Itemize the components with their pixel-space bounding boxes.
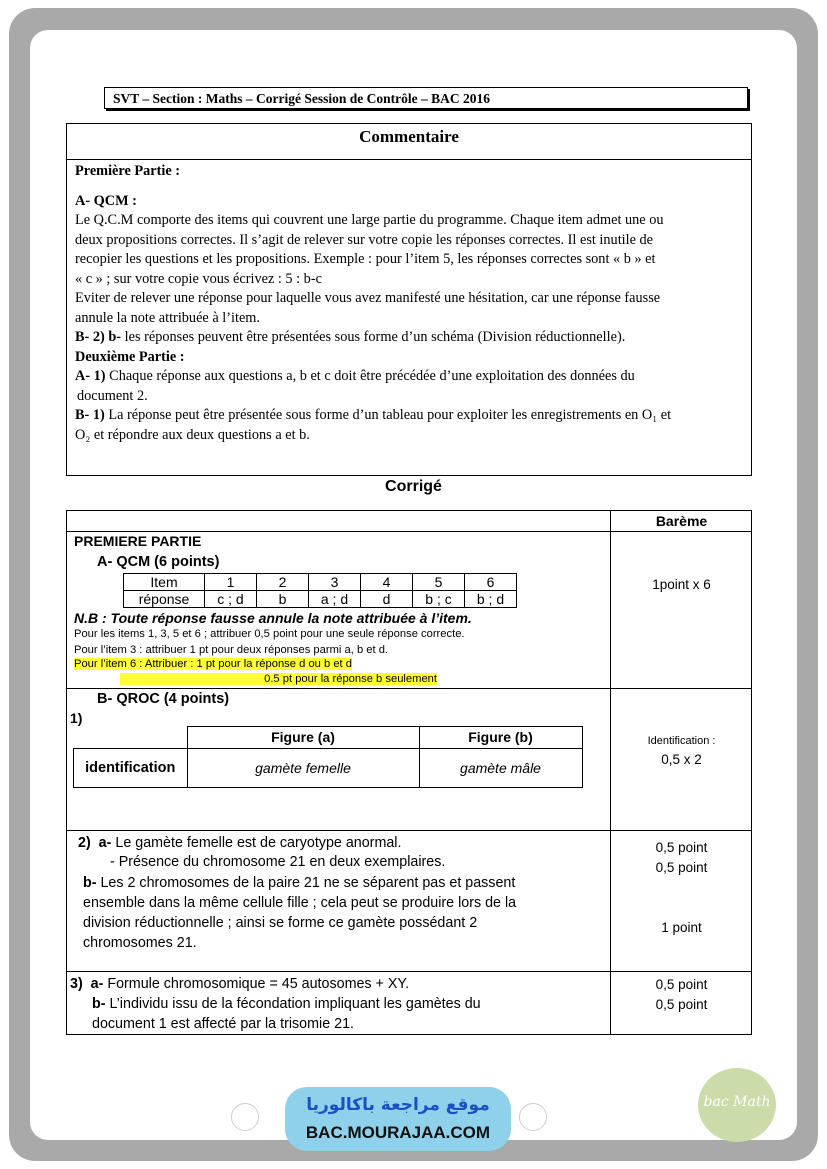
score-q2a-1: 0,5 point [655, 840, 708, 855]
qcm-text: « c » ; sur votre copie vous écrivez : 5 : b-c [75, 270, 322, 287]
scoring-note: Pour l’item 3 : attribuer 1 pt pour deux réponses parmi a, b et d. [74, 644, 389, 656]
question-2-number: 2) [78, 835, 91, 851]
score-identification: 0,5 x 2 [661, 752, 702, 767]
table-cell: 6 [465, 574, 517, 591]
qcm-text: Le Q.C.M comporte des items qui couvrent une large partie du programme. Chaque item admet une ou [75, 212, 664, 228]
question-3b [92, 996, 481, 1012]
row-divider [67, 971, 751, 972]
a1-comment [75, 367, 743, 387]
table-cell: b [257, 591, 309, 608]
table-row [124, 574, 517, 591]
b1-text: La réponse peut être présentée sous forme d’un tableau pour exploiter les enregistrements en O₁ et [104, 407, 672, 423]
question-2b-text: chromosomes 21. [83, 935, 197, 951]
table-cell: 1 [205, 574, 257, 591]
nb-note: N.B : Toute réponse fausse annule la note attribuée à l’item. [74, 610, 472, 626]
question-2b-label: b- [83, 875, 97, 891]
scoring-note-highlight: Pour l’item 6 : Attribuer : 1 pt pour la réponse d ou b et d [74, 658, 352, 670]
commentaire-title: Commentaire [67, 124, 751, 160]
figure-b-header: Figure (b) [419, 727, 582, 749]
table-cell: b ; c [413, 591, 465, 608]
qcm-text: Eviter de relever une réponse pour laquelle vous avez manifesté une hésitation, car une réponse fausse [75, 290, 661, 306]
site-badge-icon [231, 1103, 259, 1131]
b2-comment [75, 328, 743, 348]
question-3b-text: L’individu issu de la fécondation impliquant les gamètes du [105, 996, 481, 1012]
table-row [124, 591, 517, 608]
b1-label: B- 1) [75, 407, 105, 423]
commentaire-box [66, 123, 752, 476]
question-2a-label: a- [98, 835, 112, 851]
question-3a [70, 976, 409, 992]
table-row [74, 748, 583, 787]
question-1-number: 1) [70, 710, 83, 726]
table-cell: a ; d [309, 591, 361, 608]
bacmath-text: bac Math [703, 1094, 771, 1110]
site-arabic-name: موقع مراجعة باكالوريا [306, 1095, 490, 1115]
commentaire-body [67, 160, 751, 445]
b1-text-cont: O₂ et répondre aux deux questions a et b. [75, 426, 310, 443]
b2-text: les réponses peuvent être présentées sous forme d’un schéma (Division réductionnelle). [121, 329, 626, 345]
corrige-table [66, 510, 752, 1035]
deuxieme-partie-heading: Deuxième Partie : [75, 348, 185, 365]
question-2b-text: ensemble dans la même cellule fille ; cela peut se produire lors de la [83, 895, 517, 911]
row-divider [67, 531, 751, 532]
score-q3a: 0,5 point [655, 977, 708, 992]
bareme-header: Barème [655, 513, 708, 529]
b2-label: B- 2) b- [75, 329, 122, 345]
scoring-note: Pour les items 1, 3, 5 et 6 ; attribuer 0,5 point pour une seule réponse correcte. [74, 628, 465, 640]
score-q2b: 1 point [661, 920, 702, 935]
bacmath-logo [698, 1068, 776, 1142]
site-url: BAC.MOURAJAA.COM [305, 1123, 491, 1142]
site-badge-icon [519, 1103, 547, 1131]
scoring-note-highlight: 0.5 pt pour la réponse b seulement [120, 673, 437, 685]
figure-a-header: Figure (a) [187, 727, 419, 749]
premiere-partie-heading: Première Partie : [75, 163, 181, 179]
table-cell: 4 [361, 574, 413, 591]
qroc-title: B- QROC (4 points) [97, 691, 230, 707]
a1-text: Chaque réponse aux questions a, b et c doit être précédée d’une exploitation des données du [105, 368, 635, 384]
table-cell: d [361, 591, 413, 608]
question-3b-text: document 1 est affecté par la trisomie 21. [92, 1016, 354, 1032]
table-cell: Item [124, 574, 205, 591]
question-2b-text: Les 2 chromosomes de la paire 21 ne se séparent pas et passent [96, 875, 516, 891]
table-cell: 5 [413, 574, 465, 591]
table-cell: c ; d [205, 591, 257, 608]
qcm-text: deux propositions correctes. Il s’agit de relever sur votre copie les réponses correctes. Il est inutile de [75, 231, 654, 248]
identification-table [73, 726, 583, 788]
a1-text-cont: document 2. [77, 387, 148, 404]
question-3-number: 3) [70, 976, 83, 992]
qcm-text: annule la note attribuée à l’item. [75, 309, 260, 326]
figure-a-value: gamète femelle [187, 748, 419, 787]
qcm-heading: A- QCM : [75, 192, 137, 209]
question-2a [78, 835, 401, 851]
table-cell [74, 727, 188, 749]
corrige-title: Corrigé [385, 478, 442, 495]
question-3a-text: Formule chromosomique = 45 autosomes + XY. [103, 976, 410, 992]
figure-b-value: gamète mâle [419, 748, 582, 787]
identification-label: identification [74, 748, 188, 787]
qcm-title: A- QCM (6 points) [97, 554, 220, 570]
question-3b-label: b- [92, 996, 106, 1012]
premiere-partie-title: PREMIERE PARTIE [74, 533, 202, 549]
table-cell: 2 [257, 574, 309, 591]
question-2a-text: Le gamète femelle est de caryotype anormal. [111, 835, 402, 851]
question-3a-label: a- [90, 976, 104, 992]
score-qcm: 1point x 6 [652, 577, 711, 592]
table-cell: réponse [124, 591, 205, 608]
a1-label: A- 1) [75, 368, 106, 384]
score-q3b: 0,5 point [655, 997, 708, 1012]
site-logo-link[interactable] [285, 1087, 511, 1151]
score-q2a-2: 0,5 point [655, 860, 708, 875]
table-row [74, 727, 583, 749]
question-2a-text: - Présence du chromosome 21 en deux exemplaires. [110, 854, 446, 870]
score-identification-label: Identification : [647, 735, 716, 747]
row-divider [67, 688, 751, 689]
question-2b [83, 875, 515, 891]
row-divider [67, 830, 751, 831]
table-cell: 3 [309, 574, 361, 591]
document-header: SVT – Section : Maths – Corrigé Session de Contrôle – BAC 2016 [104, 87, 748, 109]
question-2b-text: division réductionnelle ; ainsi se forme ce gamète possédant 2 [83, 915, 478, 931]
table-cell: b ; d [465, 591, 517, 608]
qcm-answer-table [123, 573, 517, 608]
b1-comment [75, 406, 743, 426]
qcm-text: recopier les questions et les propositions. Exemple : pour l’item 5, les réponses correctes sont « b » et [75, 251, 656, 267]
